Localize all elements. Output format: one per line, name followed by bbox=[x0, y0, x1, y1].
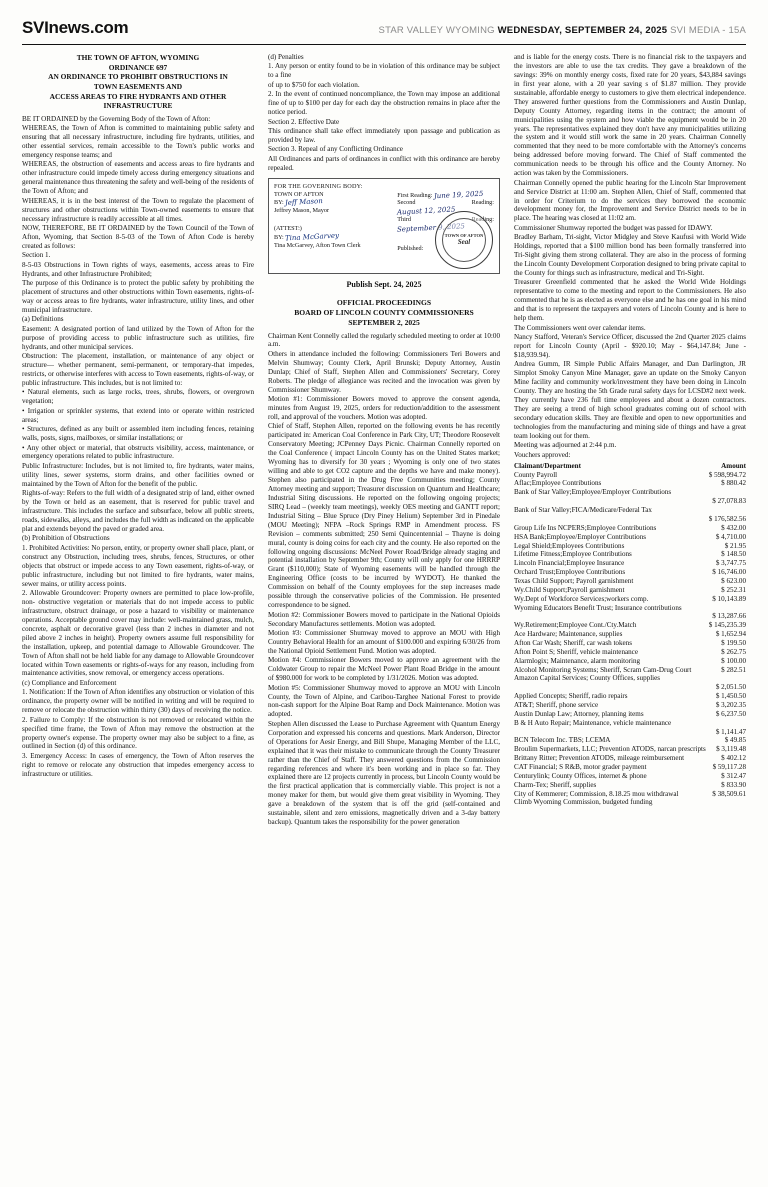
body-paragraph: 2. Allowable Groundcover: Property owners are permitted to place low-profile, non- obstructive vegetation or materials that do not impede access to public infrastructure, obstruct drainage, or pose a hazard to visibility or maintenance operations. Acceptable ground cover may include: well-maintained grass, mulch, concrete, asphalt or decorative gravel (less than 2 inches in diameter and not piled above 2 inches in height). Property owners assume full responsibility for the installation, upkeep, and potential damage to Allowable Groundcover. The Town of Afton shall not be held liable for any damage to Allowable Groundcover located within Town easements or rights-of-ways for any reason, including from maintenance activities, snow removal, or emergency access operations. bbox=[22, 589, 254, 678]
voucher-amount: $ 27,078.83 bbox=[712, 497, 746, 506]
table-row bbox=[514, 772, 746, 781]
voucher-label: CAT Financial; S R&B, motor grader payment bbox=[514, 762, 647, 771]
voucher-label: Orchard Trust;Employee Contributions bbox=[514, 568, 626, 577]
minutes-paragraph: Andrea Gumm, IR Simple Public Affairs Manager, and Dan Darlington, JR Simplot Smoky Canyon Mine Manager, gave an update on the Smoky Canyon Mine facility and community work/investment they have been doing in Lincoln County. They are hosting the 5th Grade rural safety days for LCSD#2 next week. They currently have 236 full time employees and about a dozen contractors. They are seeing a trend of high school graduates coming out of school with secondary education skills. They are flexible and open to new opportunities and technologies from the manufacturing and mining side of things and have a great team looking out for them. bbox=[514, 360, 746, 440]
voucher-label: Afton Point S; Sheriff, vehicle maintenance bbox=[514, 647, 638, 656]
clerk-signature: Tina McGarvey bbox=[285, 231, 340, 243]
headline-line: TOWN EASEMENTS AND bbox=[93, 81, 183, 91]
minutes-paragraph: Meeting was adjourned at 2:44 p.m. bbox=[514, 441, 617, 450]
voucher-label: County Payroll bbox=[514, 470, 558, 479]
body-paragraph: BE IT ORDAINED by the Governing Body of the Town of Afton: bbox=[22, 114, 211, 123]
voucher-label: Amazon Capital Services; County Offices, supplies bbox=[514, 674, 661, 683]
voucher-label: Wy.Retirement;Employee Cont./Cty.Match bbox=[514, 621, 637, 630]
voucher-label: City of Kemmerer; Commission, 8.18.25 mou withdrawal bbox=[514, 789, 679, 798]
voucher-label: Charm-Tex; Sheriff, supplies bbox=[514, 780, 597, 789]
voucher-label: Bank of Star Valley;Employee/Employer Contributions bbox=[514, 488, 672, 497]
mayor-signature: Jeff Mason bbox=[285, 197, 324, 208]
voucher-amount: $ 262.75 bbox=[721, 647, 746, 656]
voucher-amount: $ 59,117.28 bbox=[712, 762, 746, 771]
body-paragraph: • Irrigation or sprinkler systems, that extend into or operate within restricted areas; bbox=[22, 406, 254, 424]
body-paragraph: All Ordinances and parts of ordinances in conflict with this ordinance are hereby repealed. bbox=[268, 154, 500, 172]
site-brand: SVInews.com bbox=[22, 18, 129, 37]
column-two bbox=[268, 53, 500, 1158]
voucher-label: Wy.Child Support;Payroll garnishment bbox=[514, 585, 625, 594]
table-row bbox=[514, 506, 746, 515]
minutes-paragraph: Treasurer Greenfield commented that he asked the World Wide Holdings representative to come to the meeting and report to the Commissioners. He also commented that he is as elected as everyone else and he has one goal in his mind and that is to represent the taxpayers and voters of Lincoln County and is here to help them. bbox=[514, 278, 746, 323]
second-reading-label: Second Reading: bbox=[397, 199, 494, 207]
second-reading bbox=[397, 199, 494, 216]
body-paragraph: WHEREAS, the Town of Afton is committed to maintaining public safety and ensuring that all necessary infrastructure, including fire hydrants, utilities, and other essential services, remain accessible to the Town's public works and emergency response teams; and bbox=[22, 124, 254, 159]
voucher-label: B & H Auto Repair; Maintenance, vehicle maintenance bbox=[514, 718, 672, 727]
table-row bbox=[514, 781, 746, 790]
voucher-label: Texas Child Support; Payroll garnishment bbox=[514, 576, 634, 585]
voucher-label: HSA Bank;Employee/Employer Contributions bbox=[514, 532, 647, 541]
body-paragraph: The purpose of this Ordinance is to protect the public safety by prohibiting the placement of structures and other obstructions within Town easements, rights-of-way or access areas to fire hydrants, water infrastructure, utility lines, and other municipal infrastructure. bbox=[22, 279, 254, 314]
page-number: SVI MEDIA - 15A bbox=[670, 25, 746, 36]
table-row bbox=[514, 745, 746, 754]
voucher-label: Lifetime Fitness;Employee Contributions bbox=[514, 550, 632, 559]
voucher-label: AT&T; Sheriff, phone service bbox=[514, 700, 599, 709]
voucher-amount: $ 3,119.48 bbox=[716, 745, 746, 754]
body-paragraph: 8-5-03 Obstructions in Town rights of ways, easements, access areas to Fire Hydrants, and other Infrastructure Prohibited; bbox=[22, 260, 254, 278]
body-paragraph: Rights-of-way: Refers to the full width of a designated strip of land, either owned by the Town or held as an easement, that is reserved for public travel and infrastructure. This includes the surface and subsurface, below all public streets, roads, sidewalks, alleys, and includes the full width as indicated on the applicable plat and extends beyond the paved or graded area. bbox=[22, 489, 254, 533]
table-row bbox=[514, 497, 746, 506]
masthead-info bbox=[379, 25, 746, 36]
minutes-paragraph: Nancy Stafford, Veteran's Service Officer, discussed the 2nd Quarter 2025 claims report for Lincoln County (April - $920.10; May - $64,147.84; June - $18,939.94). bbox=[514, 333, 746, 359]
clerk-by-label: BY: bbox=[274, 233, 284, 241]
table-row bbox=[514, 559, 746, 568]
body-paragraph: • Structures, defined as any built or assembled item including fences, retaining walls, posts, signs, mailboxes, or similar installations; or bbox=[22, 425, 254, 443]
table-row bbox=[514, 586, 746, 595]
minutes-paragraph: Motion #5: Commissioner Shumway moved to approve an MOU with Lincoln County, the Town of Alpine, and Caribou-Targhee National Forest to provide non-cash support for the Alpine Boat Ramp and Dock Maintenance. Motion was adopted. bbox=[268, 683, 500, 719]
headline-line: ORDINANCE 697 bbox=[108, 62, 168, 72]
voucher-amount: $ 880.42 bbox=[721, 479, 746, 488]
table-row bbox=[514, 728, 746, 737]
body-paragraph: WHEREAS, the obstruction of easements and access areas to fire hydrants and other infrastructure could impede timely access during emergency situations and general maintenance thus threatening the safety and well-being of the residents of the Town of Afton; and bbox=[22, 160, 254, 196]
table-row bbox=[514, 648, 746, 657]
published-label: Published: bbox=[397, 244, 424, 252]
voucher-amount: $ 148.50 bbox=[721, 550, 746, 559]
voucher-amount: $ 1,141.47 bbox=[715, 727, 746, 736]
third-reading-value: September 9, 2025 bbox=[397, 221, 466, 234]
voucher-label: Aflac;Employee Contributions bbox=[514, 479, 602, 488]
table-row bbox=[514, 710, 746, 719]
second-reading-value: August 12, 2025 bbox=[397, 205, 456, 217]
body-paragraph: • Any other object or material, that obstructs visibility, access, maintenance, or emergency operations related to public infrastructure. bbox=[22, 443, 254, 461]
column-three bbox=[514, 53, 746, 1158]
body-paragraph: NOW, THEREFORE, BE IT ORDAINED by the Town Council of the Town of Afton, Wyoming, that Section 8-5-03 of the Town of Afton Code is hereby created as follows: bbox=[22, 224, 254, 250]
body-paragraph: 2. Failure to Comply: If the obstruction is not removed or relocated within the specified time frame, the Town of Afton may remove the obstruction at the property owner's expense. The property owner may also be subject to a fine, as outlined in Section (d) of this ordinance. bbox=[22, 715, 254, 751]
voucher-amount: $ 3,202.35 bbox=[715, 700, 746, 709]
voucher-amount: $ 312.47 bbox=[721, 771, 746, 780]
body-paragraph: 3. Emergency Access: In cases of emergency, the Town of Afton reserves the right to remove or relocate any obstruction that impedes emergency access to infrastructure or utilities. bbox=[22, 751, 254, 778]
body-paragraph: WHEREAS, it is in the best interest of the Town to regulate the placement of structures and other obstructions within Town-owned easements to ensure that necessary infrastructure is readily accessible at all times. bbox=[22, 196, 254, 223]
mayor-signature-line bbox=[274, 198, 393, 207]
voucher-amount: $ 100.00 bbox=[721, 656, 746, 665]
body-paragraph: (d) Penalties bbox=[268, 53, 304, 61]
voucher-amount: $ 16,746.00 bbox=[712, 568, 746, 577]
official-heading-line: OFFICIAL PROCEEDINGS bbox=[336, 297, 432, 307]
official-proceedings-heading bbox=[268, 298, 500, 329]
voucher-amount: $ 145,235.39 bbox=[708, 621, 746, 630]
voucher-amount: $ 49.85 bbox=[724, 736, 746, 745]
body-paragraph: of up to $750 for each violation. bbox=[268, 80, 360, 89]
table-row bbox=[514, 533, 746, 542]
voucher-amount: $ 3,747.75 bbox=[715, 559, 746, 568]
table-row bbox=[514, 612, 746, 621]
town-seal-stamp bbox=[435, 211, 493, 269]
minutes-paragraph: Chairman Kent Connelly called the regularly scheduled meeting to order at 10:00 a.m. bbox=[268, 331, 500, 349]
headline-line: ACCESS AREAS TO FIRE HYDRANTS AND OTHER bbox=[49, 91, 227, 101]
voucher-amount: $ 21.95 bbox=[724, 541, 746, 550]
voucher-amount: $ 2,051.50 bbox=[715, 683, 746, 692]
body-paragraph: Section 1. bbox=[22, 251, 51, 260]
mayor-name: Jeffrey Mason, Mayor bbox=[274, 207, 330, 215]
voucher-amount: $ 1,450.50 bbox=[715, 692, 746, 701]
publish-note: Publish Sept. 24, 2025 bbox=[346, 279, 422, 289]
voucher-col-claimant: Claimant/Department bbox=[514, 461, 581, 470]
voucher-amount: $ 1,652.94 bbox=[715, 630, 746, 639]
table-row bbox=[514, 666, 746, 675]
minutes-paragraph: Stephen Allen discussed the Lease to Purchase Agreement with Quantum Energy Corporation and expressed his concerns and questions. Mark Anderson, Director of Operations for Aesir Energy, and Bill Shupe, Managing Member of the LLC, explained that it was their mistake to communicate through the County Treasurer rather than the Chief of Staff. They answered questions from the Commission regarding references and where it's been working and in place so far. They explained there are 12 projects currently in process, but Lincoln County would be the first practical application that is commercially viable. This project is not a money maker for them, but would give them great visibility in Wyoming. They gave a breakdown of the system that is off the grid (self-contained and sustainable, silent and zero emissions, magnetically driven and a 3-day battery backup). Quantum takes the responsibility for the power generation bbox=[268, 719, 500, 827]
table-row bbox=[514, 621, 746, 630]
headline-line: AN ORDINANCE TO PROHIBIT OBSTRUCTIONS IN bbox=[48, 72, 228, 82]
table-row bbox=[514, 657, 746, 666]
voucher-label: Legal Shield;Employees Contributions bbox=[514, 541, 625, 550]
voucher-amount: $ 833.90 bbox=[721, 780, 746, 789]
masthead bbox=[22, 18, 746, 45]
voucher-label: Afton Car Wash; Sheriff, car wash tokens bbox=[514, 638, 632, 647]
voucher-label: Austin Dunlap Law; Attorney, planning items bbox=[514, 709, 644, 718]
body-paragraph: Public Infrastructure: Includes, but is not limited to, fire hydrants, water mains, utility lines, sewer systems, storm drains, and other facilities owned or maintained by the Town of Afton for the benefit of the public. bbox=[22, 461, 254, 488]
body-paragraph: Section 3. Repeal of any Conflicting Ordinance bbox=[268, 145, 403, 154]
minutes-paragraph: Commissioner Shumway reported the budget was passed for IDAWY. bbox=[514, 223, 713, 232]
table-row bbox=[514, 479, 746, 488]
table-row bbox=[514, 701, 746, 710]
voucher-label: Centurylink; County Offices, internet & phone bbox=[514, 771, 647, 780]
minutes-paragraph: Chairman Connelly opened the public hearing for the Lincoln Star Improvement and Service District at 11:00 am. Stephen Allen, Chief of Staff, commented that in order for Criterium to do the services they borrowed the economic development money for, the Improvement and Service District needs to be in place. The hearing was closed at 11:02 am. bbox=[514, 178, 746, 223]
table-row bbox=[514, 674, 746, 683]
seal-center-text: Seal bbox=[457, 238, 471, 247]
clerk-signature-line bbox=[274, 233, 393, 242]
body-paragraph: • Natural elements, such as large rocks, trees, shrubs, flowers, or overgrown vegetation; bbox=[22, 388, 254, 406]
by-label: BY: bbox=[274, 199, 284, 207]
minutes-paragraph: The Commissioners went over calendar items. bbox=[514, 323, 646, 332]
voucher-amount: $ 282.51 bbox=[721, 665, 746, 674]
official-heading-line: SEPTEMBER 2, 2025 bbox=[348, 318, 420, 328]
body-paragraph: 1. Prohibited Activities: No person, entity, or property owner shall place, plant, or construct any Obstruction, including trees, shrubs, fences, Structures, or other objects that obstruct or impede access to any Town easement, rights-of-way, or public infrastructure, including but not limited to fire hydrants, water mains, sewer mains, or utility access points. bbox=[22, 543, 254, 588]
body-paragraph: (c) Compliance and Enforcement bbox=[22, 678, 117, 687]
table-row bbox=[514, 515, 746, 524]
voucher-label: Bank of Star Valley;FICA/Medicare/Federal Tax bbox=[514, 506, 652, 515]
voucher-label: Alarmlogix; Maintenance, alarm monitoring bbox=[514, 656, 641, 665]
voucher-amount: $ 38,509.61 bbox=[712, 789, 746, 798]
table-row bbox=[514, 719, 746, 728]
voucher-label: Ace Hardware; Maintenance, supplies bbox=[514, 630, 623, 639]
voucher-amount: $ 598,994.72 bbox=[708, 470, 746, 479]
voucher-label: Climb Wyoming Commission, budgeted funding bbox=[514, 798, 653, 807]
voucher-label: Wy.Dept of Workforce Services;workers comp. bbox=[514, 594, 649, 603]
voucher-amount: $ 4,710.00 bbox=[715, 532, 746, 541]
minutes-paragraph: Motion #1: Commissioner Bowers moved to approve the consent agenda, minutes from August 19, 2025, orders for reduction/addition to the assessment roll, and approval of the vouchers. Motion was adopted. bbox=[268, 395, 500, 421]
voucher-amount: $ 6,237.50 bbox=[715, 709, 746, 718]
issue-date: WEDNESDAY, SEPTEMBER 24, 2025 bbox=[497, 25, 668, 36]
body-paragraph: 1. Any person or entity found to be in violation of this ordinance may be subject to a fine bbox=[268, 62, 500, 80]
minutes-paragraph: Others in attendance included the following: Commissioners Teri Bowers and Melvin Shumway; County Clerk, April Brunski; Deputy Attorney, Austin Dunlap; Chief of Staff, Stephen Allen and Commissioners' Secretary, Corey Roberts. The pledge of allegiance was recited and the invocation was given by Commissioner Shumway. bbox=[268, 349, 500, 394]
body-paragraph: (a) Definitions bbox=[22, 315, 64, 324]
body-paragraph: Section 2. Effective Date bbox=[268, 117, 340, 126]
body-paragraph: (b) Prohibition of Obstructions bbox=[22, 534, 110, 543]
ordinance-headline bbox=[22, 53, 254, 111]
voucher-amount: $ 10,143.89 bbox=[712, 594, 746, 603]
table-row bbox=[514, 754, 746, 763]
for-governing-body-label: FOR THE GOVERNING BODY: bbox=[274, 182, 363, 190]
table-row bbox=[514, 542, 746, 551]
column-one bbox=[22, 53, 254, 1158]
voucher-label bbox=[514, 515, 704, 524]
table-row bbox=[514, 763, 746, 772]
first-reading-value: June 19, 2025 bbox=[433, 189, 484, 200]
headline-line: THE TOWN OF AFTON, WYOMING bbox=[76, 53, 200, 62]
voucher-label bbox=[514, 612, 707, 621]
voucher-label: Broulim Supermarkets, LLC; Prevention ATODS, narcan prescripts bbox=[514, 745, 706, 754]
voucher-label: Wyoming Educators Benefit Trust; Insurance contributions bbox=[514, 603, 682, 612]
paper-name: STAR VALLEY WYOMING bbox=[378, 25, 495, 36]
voucher-amount: $ 432.00 bbox=[721, 523, 746, 532]
table-row bbox=[514, 595, 746, 604]
voucher-amount: $ 623.00 bbox=[721, 576, 746, 585]
voucher-table bbox=[514, 471, 746, 808]
table-row bbox=[514, 630, 746, 639]
body-paragraph: 1. Notification: If the Town of Afton identifies any obstruction or violation of this ordinance, the property owner will be notified in writing and will be required to remove or relocate the obstruction within thirty (30) days of receiving the notice. bbox=[22, 688, 254, 715]
voucher-label: Applied Concepts; Sheriff, radio repairs bbox=[514, 692, 628, 701]
table-row bbox=[514, 550, 746, 559]
first-reading bbox=[397, 191, 494, 200]
table-row bbox=[514, 790, 746, 799]
table-row bbox=[514, 577, 746, 586]
minutes-paragraph: Chief of Staff, Stephen Allen, reported on the following events he has recently participated in: American Coal Conference in Park City, UT; Theodore Roosevelt Conservatory Meeting; JCPenney Days Picnic. Chairman Connelly reported on the Coal Conference ( impact Lincoln County has on the United States market; Wyoming has to diversify for 30 years ; Wyoming is only one of two states willing and able to get CO2 capture and the depths we have and make money). Stephen also participated in the Drug Free Communities meeting; County Attorney meeting and support; Treasurer discussion on Quantum and Healthcare; Industrial Siting discussions. He reported on the following ongoing projects; SIRQ Lead – (weekly team meetings), weekly OES meeting and GANTT report; Industrial Siting – Blue Spruce (Dry Piney Helium) September 3rd in Pinedale (MOU Meeting); NFPA –Rock Springs RMP in Amendment process. FS Revision – comments submitted; 250 Semi Quincentennial – Thayne is doing mural, county is doing coins for each city and the county. He also reported on the following ongoing discussions: McNeel Power Road/Bridge already staging and potential installation by September 9th; County will only apply for one HRRRP Grant ($110,000); State of Wyoming easements will be handled through the Engineering Office (costs to be incurred by WYDOT). He thanked the Commission on behalf of the County employees for the step increases made possible through the conservative policies of the Commission. He presented correspondence to be signed. bbox=[268, 422, 500, 610]
voucher-label bbox=[514, 683, 711, 692]
voucher-label: Lincoln Financial;Employee Insurance bbox=[514, 559, 625, 568]
minutes-paragraph: Motion #3: Commissioner Shumway moved to approve an MOU with High Country Behavioral Health for an amount of $100.000 and expiring 6/30/26 from the National Opioid Settlement Fund. Motion was adopted. bbox=[268, 628, 500, 655]
table-row bbox=[514, 471, 746, 480]
headline-line: INFRASTRUCTURE bbox=[103, 101, 173, 111]
table-row bbox=[514, 736, 746, 745]
table-row bbox=[514, 639, 746, 648]
body-paragraph: Obstruction: The placement, installation, or maintenance of any object or structure— whether permanent, semi-permanent, or temporary-that impedes, restricts, or otherwise interferes with access to Town easements, rights-of-way, or public infrastructure. This includes, but is not limited to: bbox=[22, 352, 254, 387]
article-columns bbox=[22, 53, 746, 1158]
voucher-amount: $ 13,287.66 bbox=[712, 612, 746, 621]
minutes-paragraph: Motion #2: Commissioner Bowers moved to participate in the National Opioids Secondary Manufactures settlements. Motion was adopted. bbox=[268, 610, 500, 628]
attest-label: (ATTEST:) bbox=[274, 224, 302, 232]
official-heading-line: BOARD OF LINCOLN COUNTY COMMISSIONERS bbox=[294, 308, 474, 318]
table-row bbox=[514, 488, 746, 497]
voucher-amount: $ 199.50 bbox=[721, 638, 746, 647]
voucher-amount: $ 252.31 bbox=[721, 585, 746, 594]
table-row bbox=[514, 524, 746, 533]
minutes-paragraph: Motion #4: Commissioner Bowers moved to approve an agreement with the Coldwater Group to repair the McNeel Power Plant Road Bridge in the amount of $980.000 for work to be completed by 1/31/2026. Motion was adopted. bbox=[268, 656, 500, 683]
voucher-table-header bbox=[514, 462, 746, 471]
table-row bbox=[514, 798, 746, 807]
table-row bbox=[514, 692, 746, 701]
minutes-paragraph: Vouchers approved: bbox=[514, 450, 571, 459]
voucher-amount: $ 402.12 bbox=[721, 754, 746, 763]
table-row bbox=[514, 683, 746, 692]
third-reading-label: Third Reading: bbox=[397, 215, 494, 223]
voucher-label: Brittany Ritter; Prevention ATODS, mileage reimbursement bbox=[514, 754, 685, 763]
voucher-amount: $ 176,582.56 bbox=[708, 514, 746, 523]
voucher-label: Group Life Ins NCPERS;Employee Contributions bbox=[514, 523, 657, 532]
town-label: TOWN OF AFTON bbox=[274, 190, 324, 198]
signature-block bbox=[268, 178, 500, 274]
minutes-paragraph: Bradley Barham, Tri-sight, Victor Midgley and Steve Kaufusi with World Wide Holdings, reported that a $100 million bond has been formally transferred into Tri-Sight giving them strong collateral. They are also in the process of forming the Lincoln County Development Corporation designed to bring private capital to the County for things such as infrastructure, medical and Tri-Sight. bbox=[514, 233, 746, 277]
body-paragraph: Easement: A designated portion of land utilized by the Town of Afton for the purpose of providing access to public infrastructure such as utilities, fire hydrants, and other municipal services. bbox=[22, 324, 254, 351]
voucher-label bbox=[514, 728, 711, 737]
table-row bbox=[514, 604, 746, 613]
voucher-col-amount: Amount bbox=[721, 461, 746, 470]
body-paragraph: This ordinance shall take effect immediately upon passage and publication as provided by law. bbox=[268, 127, 500, 144]
voucher-label bbox=[514, 497, 707, 506]
table-row bbox=[514, 568, 746, 577]
voucher-label: Alcohol Monitoring Systems; Sheriff, Scram Cam-Drug Court bbox=[514, 665, 692, 674]
seal-top-text: TOWN OF AFTON bbox=[444, 233, 484, 239]
minutes-paragraph: and is liable for the energy costs. There is no financial risk to the taxpayers and the investors are able to use the tax credits. They gave a breakdown of the savings: 39% on monthly energy costs, fixed rate for 20 years, $43,884 savings in first year alone, with a 20 year saving s of $1.87 million. They provide sustainable, affordable energy to customers to give them electrical independence. They answered further questions from the Commissioners and Austin Dunlap, Deputy County Attorney, regarding items in the contract; the amount of municipalities using the system and how viable the equipment would be in 20 years. The representatives explained they don't have any municipalities utilizing the system and it would still work the same in 20 years. Chairman Connelly commented that they need to be more comfortable with the Attorney's concerns being addressed before moving forward. The Chief of Staff commented the communication needs to be through his office and the County Attorney. No action was taken by the Commissioners. bbox=[514, 53, 746, 178]
clerk-name: Tina McGarvey, Afton Town Clerk bbox=[274, 241, 361, 249]
body-paragraph: 2. In the event of continued noncompliance, the Town may impose an additional fine of up to $100 per day for each day the obstruction remains in place after the notice period. bbox=[268, 90, 500, 117]
first-reading-label: First Reading: bbox=[397, 191, 433, 199]
voucher-label: BCN Telecom Inc. TBS; LCEMA bbox=[514, 736, 611, 745]
